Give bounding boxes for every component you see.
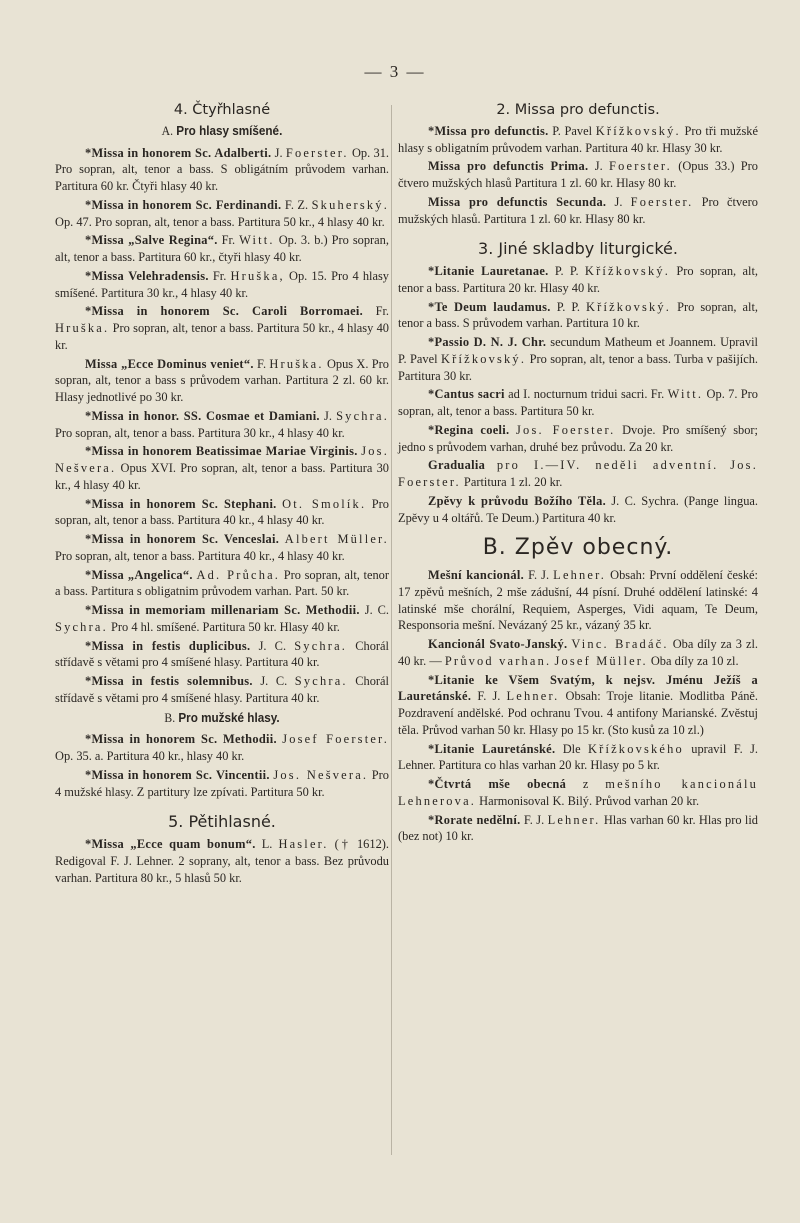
catalog-entry bbox=[55, 232, 389, 266]
entry-text: Pro sopran, alt, tenor a bass. Partitura 20 kr. Hlasy 40 kr. bbox=[398, 264, 758, 295]
column-divider bbox=[391, 105, 392, 1155]
catalog-entry bbox=[398, 386, 758, 420]
entry-text: Pro sopran, alt, tenor a bass. S průvodem varhan. Partitura 10 kr. bbox=[398, 299, 758, 331]
catalog-entry bbox=[55, 767, 389, 801]
catalog-entry bbox=[55, 836, 389, 886]
entry-text: Opus XVI. Pro sopran, alt, tenor a bass. Partitura 30 kr., 4 hlasy 40 kr. bbox=[55, 461, 389, 492]
entry-text: J. bbox=[588, 159, 610, 174]
entry-author: Ad. Průcha. bbox=[196, 567, 281, 582]
entry-author: Foerster. bbox=[285, 145, 349, 160]
entry-author: Lehner. bbox=[547, 812, 601, 827]
entry-text: Op. 7. Pro sopran, alt, tenor a bass. Partitura 50 kr. bbox=[398, 387, 758, 418]
entry-author: Lehner. bbox=[553, 568, 607, 582]
entry-author: Jos. Nešvera. bbox=[55, 444, 389, 475]
entry-title: *Litanie Lauretánské. bbox=[428, 741, 556, 756]
catalog-entry bbox=[55, 197, 389, 231]
entry-author: Křížkovský. bbox=[585, 299, 672, 314]
entry-author: Foerster. bbox=[609, 159, 672, 174]
entry-text: Op. 31. Pro sopran, alt, tenor a bass. S obligátním průvodem varhan. Partitura 60 kr. Čtyři hlasy 40 kr. bbox=[55, 145, 389, 193]
entry-title: *Missa in honorem Sc. Caroli Borromaei. bbox=[85, 304, 364, 319]
entry-title: Zpěvy k průvodu Božího Těla. bbox=[428, 493, 606, 508]
entry-author: Josef Müller. bbox=[554, 653, 648, 668]
entry-text: J. bbox=[319, 408, 337, 423]
entry-text: z bbox=[566, 777, 606, 791]
subsection-letter: B. bbox=[164, 709, 176, 725]
catalog-entry bbox=[55, 567, 389, 601]
catalog-entry bbox=[55, 408, 389, 442]
entry-author: Sychra. bbox=[294, 638, 348, 653]
entry-title: *Missa in honor. SS. Cosmae et Damiani. bbox=[85, 408, 320, 423]
entry-title: Missa pro defunctis Secunda. bbox=[428, 194, 607, 209]
entry-text: Fr. bbox=[363, 304, 389, 319]
entry-title: *Missa „Salve Regina“. bbox=[85, 233, 218, 248]
entry-author: Foerster. bbox=[630, 194, 694, 209]
entry-author: Ot. Smolík. bbox=[282, 496, 367, 511]
entry-text: Chorál střídavě s větami pro 4 smíšené hlasy. Partitura 40 kr. bbox=[55, 638, 389, 670]
entry-text: F. J. bbox=[520, 812, 548, 827]
entry-text: J. C. bbox=[359, 603, 390, 617]
entry-text: Pro 4 mužské hlasy. Z partitury lze zpívati. Partitura 50 kr. bbox=[55, 767, 389, 799]
subsection-heading bbox=[72, 710, 373, 727]
entry-title: *Missa in honorem Sc. Adalberti. bbox=[85, 145, 272, 160]
catalog-entry bbox=[55, 443, 389, 493]
subsection-letter: A. bbox=[161, 122, 174, 138]
catalog-entry bbox=[398, 741, 758, 775]
entry-text: Pro sopran, alt, tenor a bass. Partitura 40 kr., 4 hlasy 40 kr. bbox=[55, 548, 345, 563]
entry-author: Jos. Foerster. bbox=[516, 422, 616, 437]
entry-text: Pro 4 hl. smíšené. Partitura 50 kr. Hlasy 40 kr. bbox=[107, 619, 340, 634]
entry-text: Pro sopran, alt, tenor a bass. Turba v pašijích. Partitura 30 kr. bbox=[398, 351, 759, 383]
entry-text: Dvoje. Pro smíšený sbor; jedno s průvodem varhan, druhé bez průvodu. Za 20 kr. bbox=[398, 422, 758, 454]
entry-text: Pro sopran, alt, tenor a bass. Partitura 40 kr., 4 hlasy 40 kr. bbox=[55, 496, 389, 528]
entry-author: Witt. bbox=[239, 233, 275, 248]
entry-author: Albert Müller. bbox=[284, 532, 389, 546]
entry-title: *Missa „Angelica“. bbox=[85, 567, 193, 582]
entry-author: Hruška. bbox=[269, 356, 324, 371]
entry-text: Hlas varhan 60 kr. Hlas pro lid (bez not) 10 kr. bbox=[398, 812, 758, 844]
catalog-entry bbox=[55, 268, 389, 302]
entry-text: secundum Matheum et Joannem. Upravil P. Pavel bbox=[398, 335, 758, 366]
entry-title: Missa „Ecce Dominus veniet“. bbox=[85, 356, 254, 371]
entry-author: Sychra. bbox=[336, 408, 389, 423]
entry-text: Op. 47. Pro sopran, alt, tenor a bass. Partitura 50 kr., 4 hlasy 40 kr. bbox=[55, 214, 385, 229]
section-heading: 5. Pětihlasné. bbox=[168, 812, 276, 832]
entry-text: J. C. bbox=[250, 638, 295, 653]
entry-text: (Opus 33.) Pro čtvero mužských hlasů Partitura 1 zl. 60 kr. Hlasy 80 kr. bbox=[398, 159, 758, 190]
entry-title: *Missa „Ecce quam bonum“. bbox=[85, 837, 256, 851]
entry-author: Sychra. bbox=[55, 619, 108, 634]
entry-text: P. P. bbox=[548, 264, 585, 278]
entry-author: Jos. Nešvera. bbox=[273, 767, 369, 782]
catalog-entry bbox=[55, 673, 389, 707]
entry-title: *Missa in honorem Sc. Vincentii. bbox=[85, 767, 270, 782]
entry-title: *Rorate nedělní. bbox=[428, 812, 521, 827]
entry-author: Josef Foerster. bbox=[282, 732, 389, 747]
catalog-entry bbox=[55, 602, 389, 636]
entry-text: Op. 35. a. Partitura 40 kr., hlasy 40 kr. bbox=[55, 749, 245, 763]
catalog-entry bbox=[398, 567, 758, 634]
section-heading: 3. Jiné skladby liturgické. bbox=[478, 239, 678, 259]
entry-author: Hruška, bbox=[230, 268, 285, 283]
entry-author: Hasler. bbox=[278, 837, 329, 851]
entry-text: Partitura 1 zl. 20 kr. bbox=[460, 475, 563, 489]
entry-text: Fr. bbox=[217, 233, 240, 248]
entry-title: *Te Deum laudamus. bbox=[428, 299, 551, 314]
catalog-entry bbox=[55, 731, 389, 765]
catalog-entry bbox=[55, 638, 389, 672]
entry-author: Skuherský. bbox=[311, 197, 389, 212]
entry-text: J. C. Sychra. (Pange lingua. Zpěvy u 4 oltářů. Te Deum.) Partitura 40 kr. bbox=[398, 493, 758, 525]
entry-author: Lehner. bbox=[506, 689, 560, 704]
entry-text: Harmonisoval K. Bilý. Průvod varhan 20 kr. bbox=[476, 793, 700, 808]
entry-text: Pro čtvero mužských hlasů. Partitura 1 zl. 60 kr. Hlasy 80 kr. bbox=[398, 194, 759, 226]
entry-author: Křížkovský. bbox=[441, 351, 527, 366]
entry-text: Obsah: První oddělení české: 17 zpěvů mešních, 2 mše zádušní, 44 písní. Druhé oddělení latinské: 4 latinské mše chorální, Requiem, Asperges, Vidi aquam, Te Deum, Responsoria mešní. Nevázaný 25 kr., vázaný 35 kr. bbox=[398, 568, 758, 633]
entry-title: *Litanie ke Všem Svatým, k nejsv. Jménu Ježíš a Lauretánské. bbox=[398, 672, 758, 704]
entry-title: *Passio D. N. J. Chr. bbox=[428, 335, 547, 349]
entry-author: Křížkovský. bbox=[584, 264, 671, 278]
entry-text: F. J. bbox=[471, 689, 507, 704]
entry-text: F. bbox=[253, 356, 270, 371]
entry-text bbox=[485, 458, 497, 472]
entry-text: Dle bbox=[555, 741, 588, 756]
catalog-entry bbox=[398, 299, 758, 333]
entry-title: *Missa in memoriam millenariam Sc. Methodii. bbox=[85, 603, 360, 617]
entry-text: ad I. nocturnum tridui sacri. Fr. bbox=[504, 387, 668, 402]
entry-title: *Missa in honorem Sc. Venceslai. bbox=[85, 532, 280, 546]
section-heading: 4. Čtyřhlasné bbox=[173, 102, 271, 118]
catalog-entry bbox=[398, 263, 758, 297]
entry-author: mešního kancionálu Lehnerova. bbox=[398, 777, 759, 808]
entry-title: *Missa pro defunctis. bbox=[428, 123, 549, 138]
entry-author: Witt. bbox=[667, 387, 704, 402]
catalog-entry bbox=[398, 422, 758, 456]
entry-author: Sychra. bbox=[294, 674, 348, 688]
catalog-entry bbox=[398, 457, 758, 491]
page-number: — 3 — bbox=[364, 62, 426, 81]
entry-text: Pro sopran, alt, tenor a bass. Partitura 30 kr., 4 hlasy 40 kr. bbox=[55, 425, 345, 440]
entry-title: Missa pro defunctis Prima. bbox=[428, 159, 589, 174]
entry-title: *Missa in honorem Sc. Methodii. bbox=[85, 732, 277, 747]
part-heading: B. Zpěv obecný. bbox=[482, 535, 674, 561]
entry-text: F. J. bbox=[523, 568, 554, 582]
entry-author: pro I.—IV. neděli adventní. bbox=[496, 458, 719, 473]
entry-title: *Missa in honorem Sc. Ferdinandi. bbox=[85, 197, 282, 212]
entry-author: Jos. Foerster. bbox=[398, 458, 759, 489]
entry-text: F. Z. bbox=[281, 197, 312, 212]
entry-text: Pro sopran, alt, tenor a bass. Partitura s obligatnim průvodem varhan. Part. 50 kr. bbox=[55, 567, 389, 599]
right-column bbox=[398, 100, 758, 847]
entry-text: Oba díly za 10 zl. bbox=[647, 653, 739, 668]
catalog-entry bbox=[55, 531, 389, 565]
entry-text: L. bbox=[255, 837, 279, 851]
entry-text: P. Pavel bbox=[548, 123, 596, 138]
catalog-entry bbox=[55, 303, 389, 353]
catalog-entry bbox=[398, 776, 758, 810]
entry-text: Oba díly za 3 zl. 40 kr. — bbox=[398, 637, 758, 668]
entry-text: Fr. bbox=[208, 268, 231, 283]
catalog-entry bbox=[55, 496, 389, 530]
entry-title: Mešní kancionál. bbox=[428, 568, 524, 582]
catalog-entry bbox=[398, 672, 758, 739]
catalog-entry bbox=[55, 356, 389, 406]
entry-title: *Missa Velehradensis. bbox=[85, 268, 209, 283]
catalog-entry bbox=[55, 145, 389, 195]
subsection-title: Pro mužské hlasy. bbox=[178, 709, 280, 725]
entry-author: Křížkovský. bbox=[595, 123, 681, 138]
catalog-entry bbox=[398, 812, 758, 846]
entry-title: Kancionál Svato-Janský. bbox=[428, 637, 568, 651]
subsection-heading bbox=[72, 123, 373, 140]
catalog-entry bbox=[398, 123, 758, 157]
catalog-entry bbox=[398, 493, 758, 527]
entry-text: Op. 3. b.) Pro sopran, alt, tenor a bass. Partitura 60 kr., čtyři hlasy 40 kr. bbox=[55, 233, 389, 264]
entry-title: *Missa in honorem Beatissimae Mariae Virginis. bbox=[85, 444, 358, 459]
catalog-entry bbox=[398, 636, 758, 670]
entry-text: Op. 15. Pro 4 hlasy smíšené. Partitura 30 kr., 4 hlasy 40 kr. bbox=[55, 268, 389, 300]
entry-text: Pro tři mužské hlasy s obligatním průvodem varhan. Partitura 40 kr. Hlasy 30 kr. bbox=[398, 123, 758, 155]
entry-text: Pro sopran, alt, tenor a bass. Partitura 50 kr., 4 hlasy 40 kr. bbox=[55, 321, 389, 352]
catalog-entry bbox=[398, 334, 758, 384]
entry-text: Opus X. Pro sopran, alt, tenor a bass s průvodem varhan. Partitura 2 zl. 60 kr. Hlasy jednotlivé po 30 kr. bbox=[55, 356, 390, 404]
entry-text: J. bbox=[606, 194, 631, 209]
entry-author: Vinc. Bradáč. bbox=[571, 637, 669, 651]
entry-text: P. P. bbox=[550, 299, 586, 314]
entry-title: *Missa in festis duplicibus. bbox=[85, 638, 251, 653]
subsection-title: Pro hlasy smíšené. bbox=[176, 122, 283, 138]
entry-title: *Cantus sacri bbox=[428, 387, 505, 402]
entry-title: *Litanie Lauretanae. bbox=[428, 264, 549, 278]
entry-title: *Regina coeli. bbox=[428, 422, 510, 437]
entry-author: Hruška. bbox=[55, 321, 110, 335]
entry-text: J. C. bbox=[252, 674, 295, 688]
entry-text: J. bbox=[271, 145, 286, 160]
entry-title: *Missa in festis solemnibus. bbox=[85, 674, 253, 688]
entry-title: *Missa in honorem Sc. Stephani. bbox=[85, 496, 277, 511]
entry-author: Průvod varhan. bbox=[444, 653, 552, 668]
entry-title: *Čtvrtá mše obecná bbox=[428, 777, 567, 791]
section-heading: 2. Missa pro defunctis. bbox=[496, 102, 660, 118]
entry-author: Křížkovského bbox=[587, 741, 684, 756]
entry-text: († 1612). Redigoval F. J. Lehner. 2 soprany, alt, tenor a bass. Bez průvodu varhan. Partitura 80 kr., 5 hlasů 50 kr. bbox=[55, 837, 389, 885]
entry-text: upravil F. J. Lehner. Partitura co hlas varhan 20 kr. Hlasy po 5 kr. bbox=[398, 741, 758, 773]
entry-title: Gradualia bbox=[428, 458, 486, 473]
entry-text: Chorál střídavě s větami pro 4 smíšené hlasy. Partitura 40 kr. bbox=[55, 674, 389, 705]
entry-text: Obsah: Troje litanie. Modlitba Páně. Pozdravení andělské. Pod ochranu Tvou. 4 antifony Marianské. Zvěstuj těla. Průvod varhan 50 kr. Hlasy po 15 kr. (Sto kusů za 10 zl.) bbox=[398, 689, 758, 737]
catalog-entry bbox=[398, 194, 758, 228]
catalog-entry bbox=[398, 158, 758, 192]
entry-text bbox=[718, 458, 730, 472]
left-column bbox=[55, 100, 389, 888]
